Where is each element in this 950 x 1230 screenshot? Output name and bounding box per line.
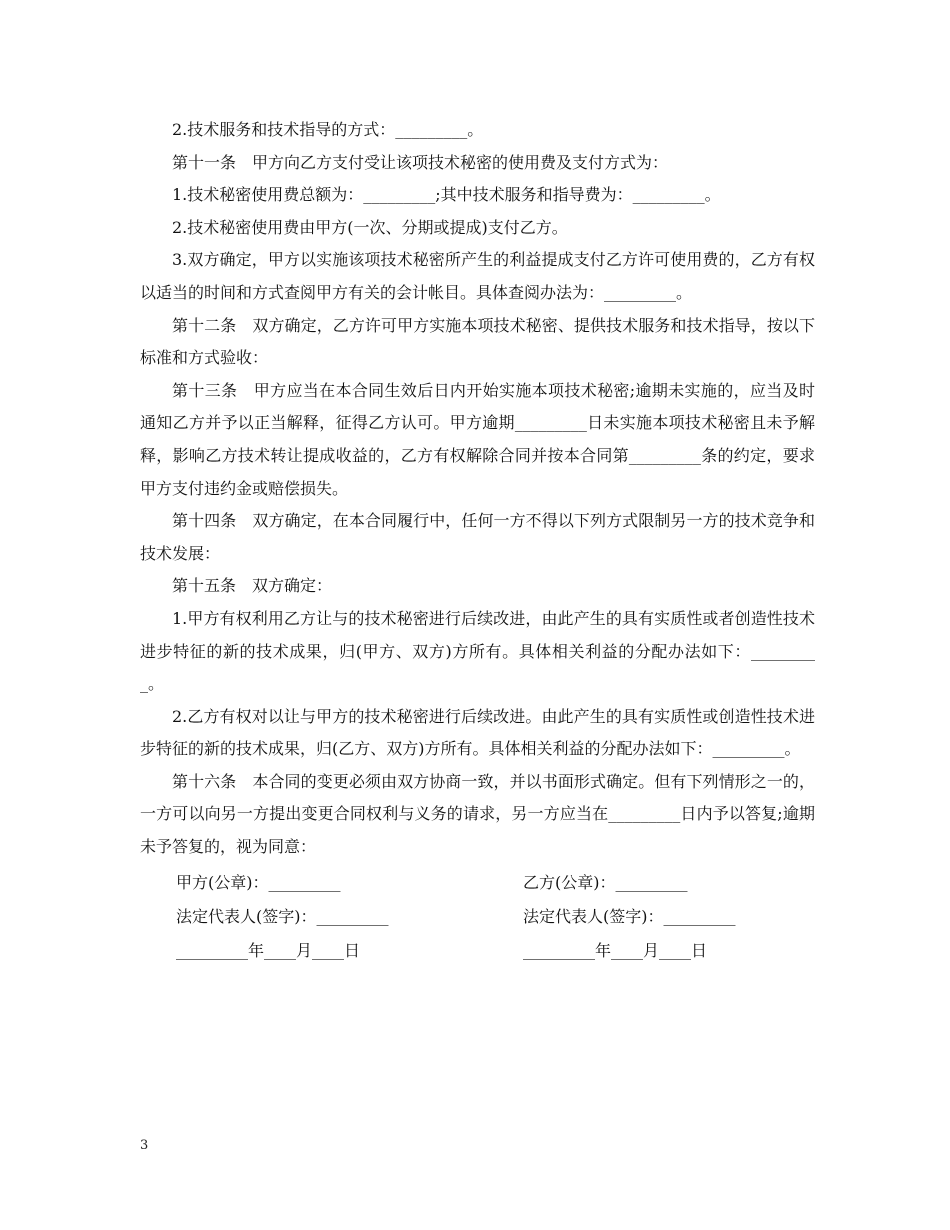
clause-paragraph: 第十六条 本合同的变更必须由双方协商一致，并以书面形式确定。但有下列情形之一的，一方可以向另一方提出变更合同权利与义务的请求，另一方应当在_________日内予以答复;逾期未予答复的，视为同意： — [140, 771, 815, 857]
signature-row-representative — [140, 899, 815, 933]
clause-paragraph: 第十四条 双方确定，在本合同履行中，任何一方不得以下列方式限制另一方的技术竞争和技术发展： — [140, 511, 815, 563]
party-b-seal: 乙方(公章)：_________ — [523, 873, 688, 893]
clause-paragraph: 1.技术秘密使用费总额为：_________;其中技术服务和指导费为：_________。 — [172, 185, 721, 205]
party-a-representative: 法定代表人(签字)：_________ — [176, 907, 389, 927]
clause-paragraph: 第十五条 双方确定： — [172, 576, 333, 596]
page-number: 3 — [140, 1138, 149, 1153]
clause-paragraph: 第十二条 双方确定，乙方许可甲方实施本项技术秘密、提供技术服务和技术指导，按以下标准和方式验收： — [140, 315, 815, 368]
signature-row-date — [140, 933, 815, 967]
clause-paragraph: 2.技术秘密使用费由甲方(一次、分期或提成)支付乙方。 — [172, 217, 568, 237]
clause-paragraph: 第十一条 甲方向乙方支付受让该项技术秘密的使用费及支付方式为： — [172, 152, 669, 172]
clause-paragraph: 3.双方确定，甲方以实施该项技术秘密所产生的利益提成支付乙方许可使用费的，乙方有权以适当的时间和方式查阅甲方有关的会计帐目。具体查阅办法为：_________。 — [140, 250, 815, 302]
clause-paragraph: 1.甲方有权利用乙方让与的技术秘密进行后续改进，由此产生的具有实质性或者创造性技术进步特征的新的技术成果，归(甲方、双方)方所有。具体相关利益的分配办法如下：_________。 — [140, 608, 815, 694]
party-a-date: _________年____月____日 — [176, 941, 361, 961]
signature-block — [140, 865, 815, 967]
clause-paragraph: 第十三条 甲方应当在本合同生效后日内开始实施本项技术秘密;逾期未实施的，应当及时通知乙方并予以正当解释，征得乙方认可。甲方逾期_________日未实施本项技术秘密且未予解释，影响乙方技术转让提成收益的，乙方有权解除合同并按本合同第_________条的约定，要求甲方支付违约金或赔偿损失。 — [140, 380, 815, 498]
party-a-seal: 甲方(公章)：_________ — [176, 873, 341, 893]
document-body — [140, 114, 815, 967]
party-b-date: _________年____月____日 — [523, 941, 708, 961]
signature-row-seal — [140, 865, 815, 899]
clause-paragraph: 2.技术服务和技术指导的方式：_________。 — [172, 120, 484, 139]
party-b-representative: 法定代表人(签字)：_________ — [523, 907, 736, 927]
clause-paragraph: 2.乙方有权对以让与甲方的技术秘密进行后续改进。由此产生的具有实质性或创造性技术进步特征的新的技术成果，归(乙方、双方)方所有。具体相关利益的分配办法如下：_________。 — [140, 706, 815, 759]
